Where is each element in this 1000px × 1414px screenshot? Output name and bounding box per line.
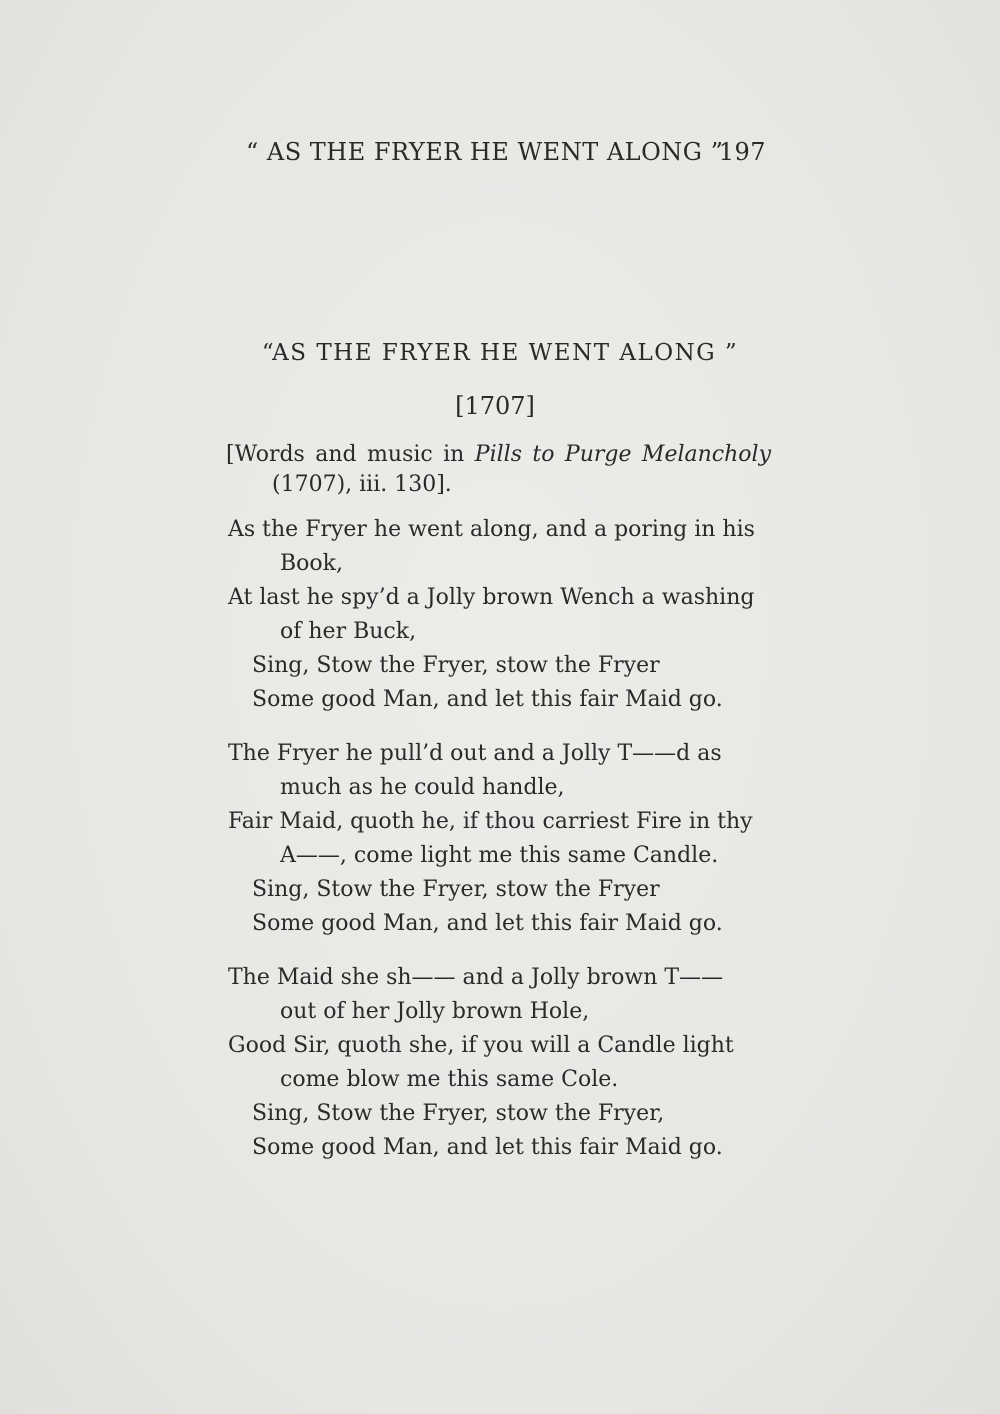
refrain-line: Some good Man, and let this fair Maid go. [252,911,723,936]
running-head-title: “ AS THE FRYER HE WENT ALONG ” [246,138,724,166]
stanza [228,513,773,717]
verse-line: A——, come light me this same Candle. [280,843,719,868]
song-title: “AS THE FRYER HE WENT ALONG ” [261,340,739,366]
source-note [226,440,771,500]
verse-line: much as he could handle, [280,775,565,800]
verse-line: of her Buck, [280,619,417,644]
source-note-prefix: [Words and music in [226,442,475,467]
verse-line: out of her Jolly brown Hole, [280,999,590,1024]
refrain-line: Sing, Stow the Fryer, stow the Fryer [252,877,660,902]
verse-line: At last he spy’d a Jolly brown Wench a washing [228,585,755,610]
verse-line: Good Sir, quoth she, if you will a Candle light [228,1033,734,1058]
stanza [228,961,773,1165]
page-number: 197 [718,138,766,166]
source-note-line-2: (1707), iii. 130]. [272,472,452,497]
song-date: [1707] [455,392,535,420]
verse-line: The Maid she sh—— and a Jolly brown T—— [228,965,724,990]
stanza [228,737,773,941]
refrain-line: Some good Man, and let this fair Maid go. [252,687,723,712]
verse-line: come blow me this same Cole. [280,1067,619,1092]
verse-line: As the Fryer he went along, and a poring in his [228,517,755,542]
song-text [228,513,773,1185]
running-head [246,138,766,166]
verse-line: Book, [280,551,343,576]
verse-line: The Fryer he pull’d out and a Jolly T——d as [228,741,722,766]
refrain-line: Some good Man, and let this fair Maid go. [252,1135,723,1160]
source-note-line-1 [226,440,771,470]
source-title: Pills to Purge Melancholy [474,442,771,467]
refrain-line: Sing, Stow the Fryer, stow the Fryer [252,653,660,678]
refrain-line: Sing, Stow the Fryer, stow the Fryer, [252,1101,665,1126]
verse-line: Fair Maid, quoth he, if thou carriest Fire in thy [228,809,753,834]
